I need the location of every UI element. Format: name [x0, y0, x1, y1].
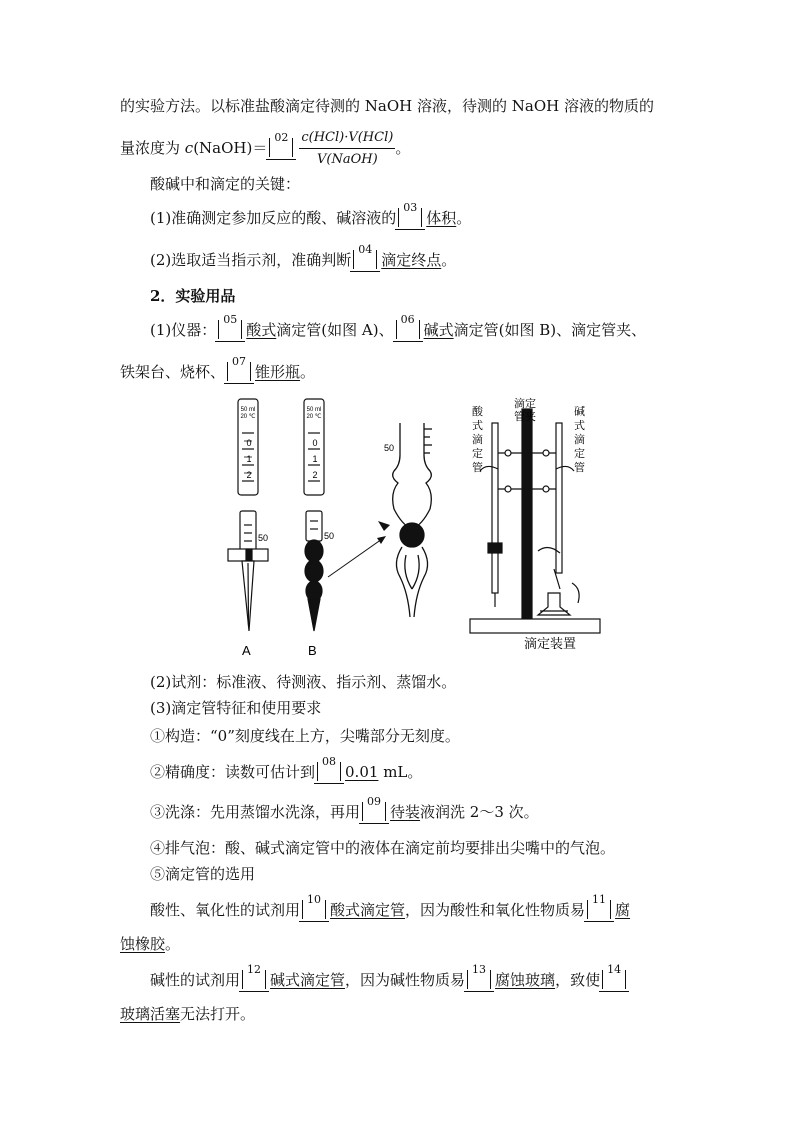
precision-line: ②精确度：读数可估计到 08 0.01 mL。	[150, 755, 423, 781]
label-acid-burette: 酸	[472, 406, 483, 418]
base-selection-line-2: 玻璃活塞无法打开。	[120, 1005, 256, 1023]
burette-figure	[222, 393, 607, 663]
burette-requirements-heading: (3)滴定管特征和使用要求	[150, 699, 322, 717]
burette-a-stopcock	[228, 511, 268, 631]
fraction-denominator: V(NaOH)	[317, 152, 378, 167]
label-base-burette: 碱	[574, 406, 585, 418]
structure-line: ①构造：“0”刻度线在上方，尖嘴部分无刻度。	[150, 727, 460, 745]
formula-end: 。	[395, 139, 411, 157]
answer-box-04: 04	[353, 250, 377, 269]
svg-text:管: 管	[472, 462, 483, 474]
stand-caption: 滴定装置	[524, 636, 577, 651]
answer-12: 碱式滴定管	[270, 971, 346, 989]
bubble-removal-line: ④排气泡：酸、碱式滴定管中的液体在滴定前均要排出尖嘴中的气泡。	[150, 839, 616, 857]
answer-box-02: 02	[269, 138, 293, 157]
answer-box-12: 12	[242, 970, 266, 989]
answer-box-13: 13	[467, 970, 491, 989]
apparatus-line-1: (1)仪器： 05 酸式滴定管(如图 A)、 06 碱式滴定管(如图 B)、滴定管夹、	[150, 313, 647, 339]
reagents-line: (2)试剂：标准液、待测液、指示剂、蒸馏水。	[150, 673, 457, 691]
answer-11-part2: 蚀橡胶	[120, 935, 166, 953]
answer-08: 0.01	[345, 763, 379, 781]
svg-text:2: 2	[312, 470, 318, 480]
svg-text:1: 1	[312, 454, 318, 464]
answer-03: 体积	[426, 209, 457, 227]
answer-box-05: 05	[218, 320, 242, 339]
svg-text:50: 50	[324, 531, 335, 541]
svg-text:管夹: 管夹	[514, 411, 536, 423]
label-b: B	[308, 643, 317, 658]
fraction-numerator: c(HCl)·V(HCl)	[299, 128, 395, 149]
formula-fraction	[299, 128, 395, 170]
base-selection-line: 碱性的试剂用 12 碱式滴定管，因为碱性物质易 13 腐蚀玻璃，致使 14	[150, 970, 630, 990]
svg-text:0: 0	[246, 438, 252, 448]
svg-text:管: 管	[574, 462, 585, 474]
answer-box-10: 10	[302, 900, 326, 919]
svg-text:20 ℃: 20 ℃	[306, 414, 322, 420]
svg-text:1: 1	[246, 454, 252, 464]
acid-selection-line: 酸性、氧化性的试剂用 10 酸式滴定管，因为酸性和氧化性物质易 11 腐	[150, 893, 631, 919]
answer-04: 滴定终点	[381, 251, 442, 269]
magnified-glass-bead	[393, 423, 432, 617]
washing-line: ③洗涤：先用蒸馏水洗涤，再用 09 待装液润洗 2～3 次。	[150, 795, 539, 821]
key-point-1: (1)准确测定参加反应的酸、碱溶液的 03 体积。	[150, 201, 472, 227]
answer-05: 酸式	[246, 321, 277, 339]
svg-text:滴: 滴	[472, 434, 483, 446]
answer-14: 玻璃活塞	[120, 1005, 181, 1023]
concentration-symbol: c	[184, 139, 194, 157]
svg-text:0: 0	[312, 438, 318, 448]
answer-box-06: 06	[396, 320, 420, 339]
svg-text:滴: 滴	[574, 434, 585, 446]
key-points-heading: 酸碱中和滴定的关键：	[150, 175, 301, 193]
svg-text:50 ml: 50 ml	[306, 407, 322, 413]
apparatus-line-2: 铁架台、烧杯、 07 锥形瓶。	[120, 355, 316, 381]
answer-10: 酸式滴定管	[330, 901, 406, 919]
section-heading-2: 2．实验用品	[150, 287, 236, 305]
answer-11-part1: 腐	[615, 901, 631, 919]
svg-text:定: 定	[574, 448, 585, 460]
acid-selection-line-2: 蚀橡胶。	[120, 935, 181, 953]
formula-line	[120, 128, 410, 170]
answer-09: 待装	[390, 803, 421, 821]
label-a: A	[242, 643, 251, 658]
answer-box-07: 07	[227, 362, 251, 381]
bead-pointer-arrow	[378, 521, 390, 531]
answer-box-08: 08	[317, 762, 341, 781]
svg-text:2: 2	[246, 470, 252, 480]
answer-box-14: 14	[602, 970, 626, 989]
burette-a-capacity: 50 ml	[240, 407, 256, 413]
formula-lhs: (NaOH)＝	[193, 139, 268, 157]
answer-box-09: 09	[362, 802, 386, 821]
answer-06: 碱式	[423, 321, 454, 339]
svg-text:50: 50	[384, 443, 395, 453]
svg-text:20 ℃: 20 ℃	[240, 414, 256, 420]
formula-prefix: 量浓度为	[120, 139, 185, 157]
magnify-arrow	[328, 539, 382, 577]
answer-07: 锥形瓶	[255, 363, 301, 381]
answer-box-11: 11	[587, 900, 611, 919]
answer-box-03: 03	[398, 208, 422, 227]
intro-line-1: 的实验方法。以标准盐酸滴定待测的 NaOH 溶液，待测的 NaOH 溶液的物质的	[120, 97, 654, 115]
svg-text:式: 式	[574, 420, 585, 432]
burette-selection-heading: ⑤滴定管的选用	[150, 865, 256, 883]
svg-text:式: 式	[472, 420, 483, 432]
label-clamp: 滴定	[514, 398, 536, 410]
key-point-2: (2)选取适当指示剂，准确判断 04 滴定终点。	[150, 243, 457, 269]
answer-13: 腐蚀玻璃	[495, 971, 556, 989]
svg-text:定: 定	[472, 448, 483, 460]
burette-b-rubber-tube	[305, 511, 323, 631]
svg-text:50: 50	[258, 533, 269, 543]
